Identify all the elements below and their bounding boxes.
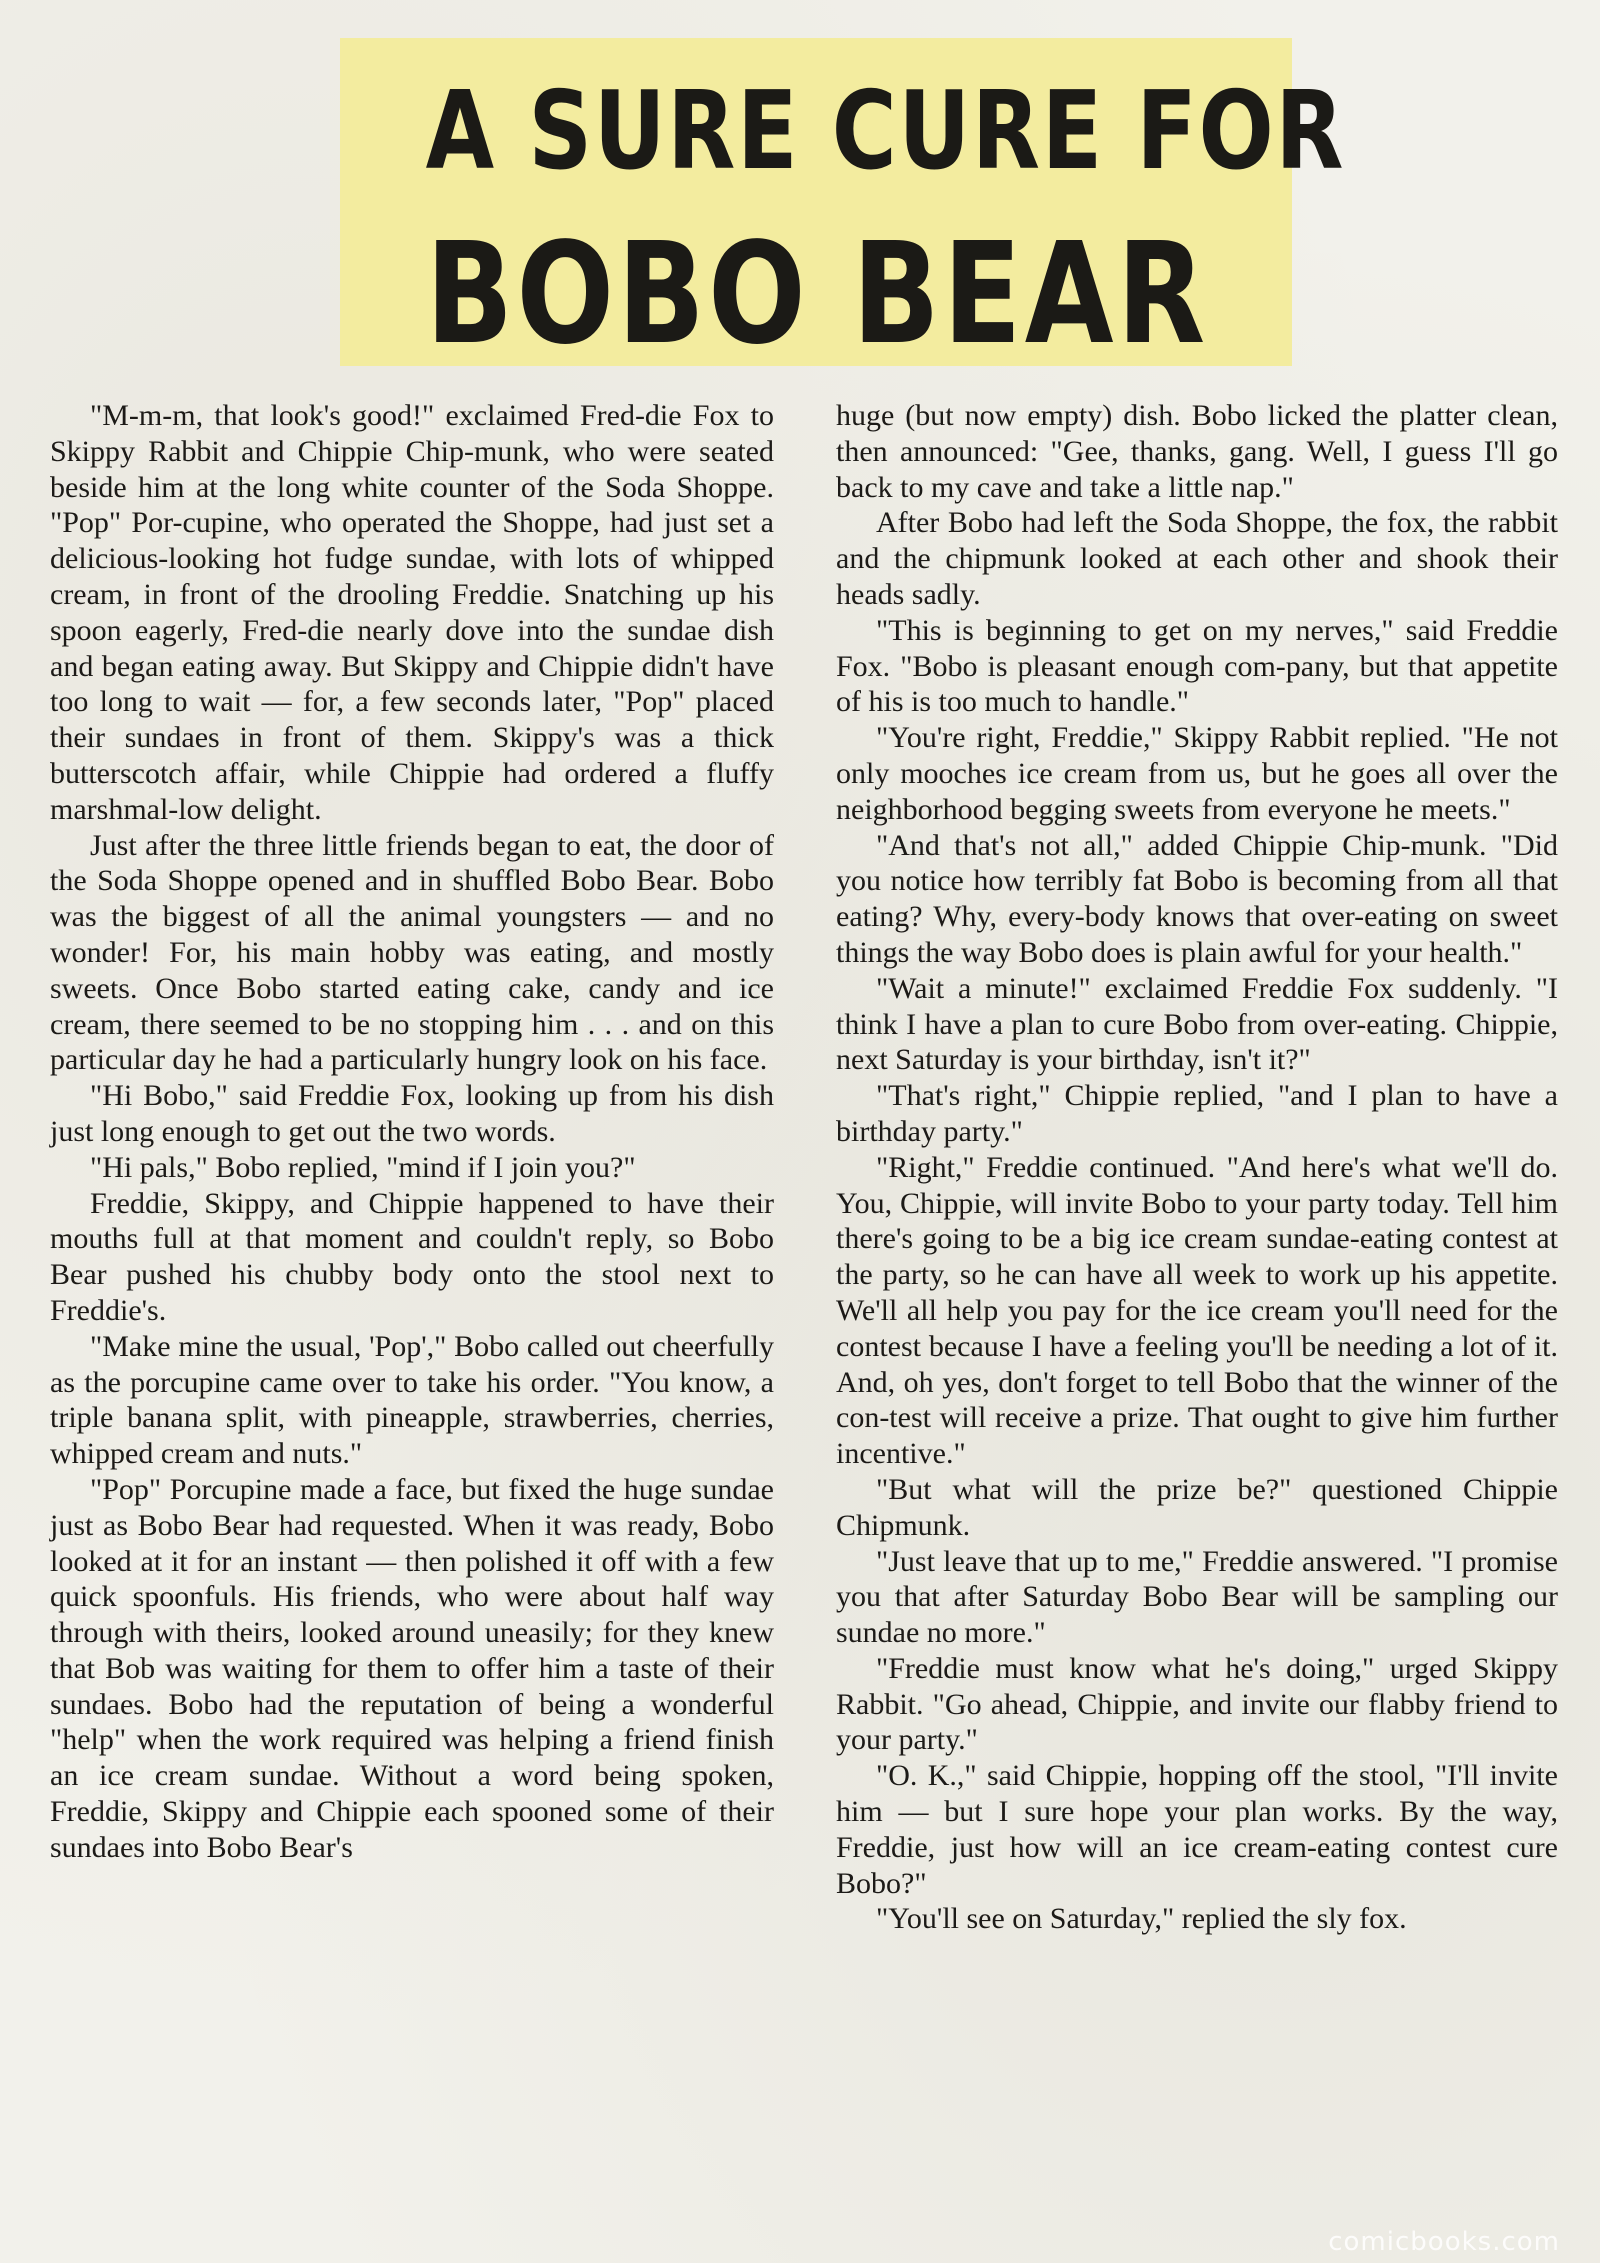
- paragraph: "And that's not all," added Chippie Chip-munk. "Did you notice how terribly fat Bobo is becoming from all that eating? Why, every-body knows that over-eating on sweet things the way Bobo does is plain awful for your health.": [836, 828, 1558, 969]
- paragraph: Just after the three little friends began to eat, the door of the Soda Shoppe opened and in shuffled Bobo Bear. Bobo was the biggest of all the animal youngsters — and no wonder! For, his main hobby was eating, and mostly sweets. Once Bobo started eating cake, candy and ice cream, there seemed to be no stopping him . . . and on this particular day he had a particularly hungry look on his face.: [50, 828, 774, 1077]
- paragraph: After Bobo had left the Soda Shoppe, the fox, the rabbit and the chipmunk looked at each other and shook their heads sadly.: [836, 506, 1558, 611]
- paragraph: "Hi pals," Bobo replied, "mind if I join you?": [90, 1150, 636, 1184]
- paragraph: "You'll see on Saturday," replied the sly fox.: [876, 1902, 1407, 1936]
- paragraph: "But what will the prize be?" questioned Chippie Chipmunk.: [836, 1472, 1558, 1542]
- paragraph: "Just leave that up to me," Freddie answered. "I promise you that after Saturday Bobo Bear will be sampling our sundae no more.": [836, 1544, 1558, 1650]
- left-text-column: [50, 398, 774, 1866]
- site-watermark: comicbooks.com: [1328, 2227, 1560, 2257]
- paragraph: Freddie, Skippy, and Chippie happened to have their mouths full at that moment and couldn't reply, so Bobo Bear pushed his chubby body onto the stool next to Freddie's.: [50, 1186, 774, 1327]
- paragraph: "Wait a minute!" exclaimed Freddie Fox suddenly. "I think I have a plan to cure Bobo from over-eating. Chippie, next Saturday is your birthday, isn't it?": [836, 971, 1558, 1077]
- right-text-column: [836, 398, 1558, 1937]
- paragraph: "This is beginning to get on my nerves," said Freddie Fox. "Bobo is pleasant enough com-pany, but that appetite of his is too much to handle.": [836, 613, 1558, 719]
- paragraph: "That's right," Chippie replied, "and I plan to have a birthday party.": [836, 1079, 1558, 1148]
- paragraph: "M-m-m, that look's good!" exclaimed Fred-die Fox to Skippy Rabbit and Chippie Chip-munk, who were seated beside him at the long white counter of the Soda Shoppe. "Pop" Por-cupine, who operated the Shoppe, had just set a delicious-looking hot fudge sundae, with lots of whipped cream, in front of the drooling Freddie. Snatching up his spoon eagerly, Fred-die nearly dove into the sundae dish and began eating away. But Skippy and Chippie didn't have too long to wait — for, a few seconds later, "Pop" placed their sundaes in front of them. Skippy's was a thick butterscotch affair, while Chippie had ordered a fluffy marshmal-low delight.: [50, 399, 774, 826]
- paragraph: "Hi Bobo," said Freddie Fox, looking up from his dish just long enough to get out the two words.: [50, 1079, 774, 1148]
- paragraph: "Pop" Porcupine made a face, but fixed the huge sundae just as Bobo Bear had requested. When it was ready, Bobo looked at it for an instant — then polished it off with a few quick spoonfuls. His friends, who were about half way through with theirs, looked around uneasily; for they knew that Bob was waiting for them to offer him a taste of their sundaes. Bobo had the reputation of being a wonderful "help" when the work required was helping a friend finish an ice cream sundae. Without a word being spoken, Freddie, Skippy and Chippie each spooned some of their sundaes into Bobo Bear's: [50, 1472, 774, 1864]
- title-banner: [340, 38, 1346, 376]
- paragraph-continued: huge (but now empty) dish. Bobo licked the platter clean, then announced: "Gee, thanks, gang. Well, I guess I'll go back to my cave and take a little nap.": [836, 399, 1558, 504]
- title-line-1: A SURE CURE FOR: [425, 69, 1346, 194]
- paragraph: "Right," Freddie continued. "And here's what we'll do. You, Chippie, will invite Bobo to your party today. Tell him there's going to be a big ice cream sundae-eating contest at the party, so he can have all week to work up his appetite. We'll all help you pay for the ice cream you'll need for the contest because I have a feeling you'll be needing a lot of it. And, oh yes, don't forget to tell Bobo that the winner of the con-test will receive a prize. That ought to give him further incentive.": [836, 1150, 1558, 1471]
- paragraph: "Freddie must know what he's doing," urged Skippy Rabbit. "Go ahead, Chippie, and invite our flabby friend to your party.": [836, 1651, 1558, 1757]
- paragraph: "O. K.," said Chippie, hopping off the stool, "I'll invite him — but I sure hope your plan works. By the way, Freddie, just how will an ice cream-eating contest cure Bobo?": [836, 1759, 1558, 1900]
- paragraph: "You're right, Freddie," Skippy Rabbit replied. "He not only mooches ice cream from us, but he goes all over the neighborhood begging sweets from everyone he meets.": [836, 721, 1558, 826]
- title-line-2: BOBO BEAR: [425, 213, 1209, 376]
- paragraph: "Make mine the usual, 'Pop'," Bobo called out cheerfully as the porcupine came over to take his order. "You know, a triple banana split, with pineapple, strawberries, cherries, whipped cream and nuts.": [50, 1329, 774, 1471]
